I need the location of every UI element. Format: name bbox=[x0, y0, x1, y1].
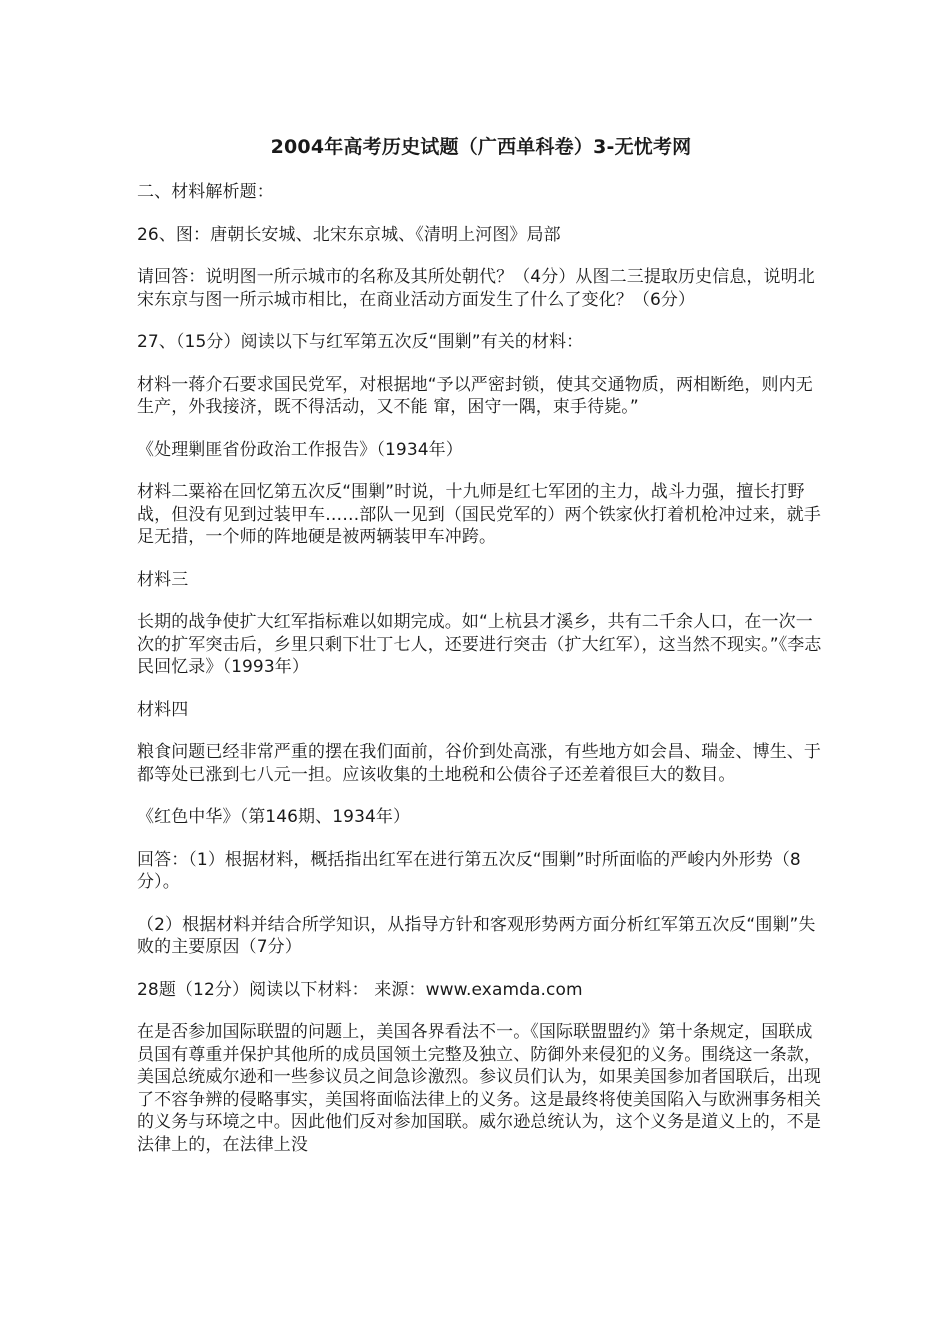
document-body bbox=[137, 134, 825, 1176]
question-28-material: 在是否参加国际联盟的问题上，美国各界看法不一。《国际联盟盟约》第十条规定，国联成员国有尊重并保护其他所的成员国领土完整及独立、防御外来侵犯的义务。围绕这一条款，美国总统威尔逊和一些参议员之间急诊激烈。参议员们认为，如果美国参加者国联后，出现了不容争辨的侵略事实，美国将面临法律上的义务。这是最终将使美国陷入与欧洲事务相关的义务与环境之中。因此他们反对参加国联。威尔逊总统认为，这个义务是道义上的，不是法律上的，在法律上没 bbox=[137, 1022, 821, 1155]
question-27: 27、（15分）阅读以下与红军第五次反“围剿”有关的材料： bbox=[137, 332, 584, 352]
question-28: 28题（12分）阅读以下材料： 来源：www.examda.com bbox=[137, 979, 583, 1000]
material-4: 粮食问题已经非常严重的摆在我们面前，谷价到处高涨，有些地方如会昌、瑞金、博生、于都等处已涨到七八元一担。应该收集的土地税和公债谷子还差着很巨大的数目。 bbox=[137, 742, 821, 785]
material-1-source: 《处理剿匪省份政治工作报告》（1934年） bbox=[137, 439, 463, 460]
material-1: 材料一蒋介石要求国民党军，对根据地“予以严密封锁，使其交通物质，两相断绝，则内无生产，外我接济，既不得活动，又不能 窜，困守一隅，束手待毙。” bbox=[137, 374, 813, 417]
question-26-prompt: 请回答：说明图一所示城市的名称及其所处朝代？（4分）从图二三提取历史信息，说明北宋东京与图一所示城市相比，在商业活动方面发生了什么了变化？（6分） bbox=[137, 267, 815, 310]
section-heading: 二、材料解析题： bbox=[137, 182, 274, 202]
material-4-heading: 材料四 bbox=[137, 699, 189, 720]
question-26: 26、图：唐朝长安城、北宋东京城、《清明上河图》局部 bbox=[137, 224, 561, 245]
material-3: 长期的战争使扩大红军指标难以如期完成。如“上杭县才溪乡，共有二千余人口，在一次一次的扩军突击后，乡里只剩下壮丁七人，还要进行突击（扩大红军），这当然不现实。”《李志民回忆录》（1993年） bbox=[137, 612, 822, 677]
material-3-heading: 材料三 bbox=[137, 569, 189, 590]
material-2: 材料二粟裕在回忆第五次反“围剿”时说，十九师是红七军团的主力，战斗力强，擅长打野战，但没有见到过装甲车……部队一见到（国民党军的）两个铁家伙打着机枪冲过来，就手足无措，一个师的阵地硬是被两辆装甲车冲跨。 bbox=[137, 482, 821, 547]
document-title: 2004年高考历史试题（广西单科卷）3-无忧考网 bbox=[270, 136, 692, 158]
question-27-part-2: （2）根据材料并结合所学知识，从指导方针和客观形势两方面分析红军第五次反“围剿”失败的主要原因（7分） bbox=[137, 914, 816, 957]
material-4-source: 《红色中华》（第146期、1934年） bbox=[137, 807, 411, 827]
question-27-part-1: 回答：（1）根据材料，概括指出红军在进行第五次反“围剿”时所面临的严峻内外形势（8分）。 bbox=[137, 849, 801, 892]
